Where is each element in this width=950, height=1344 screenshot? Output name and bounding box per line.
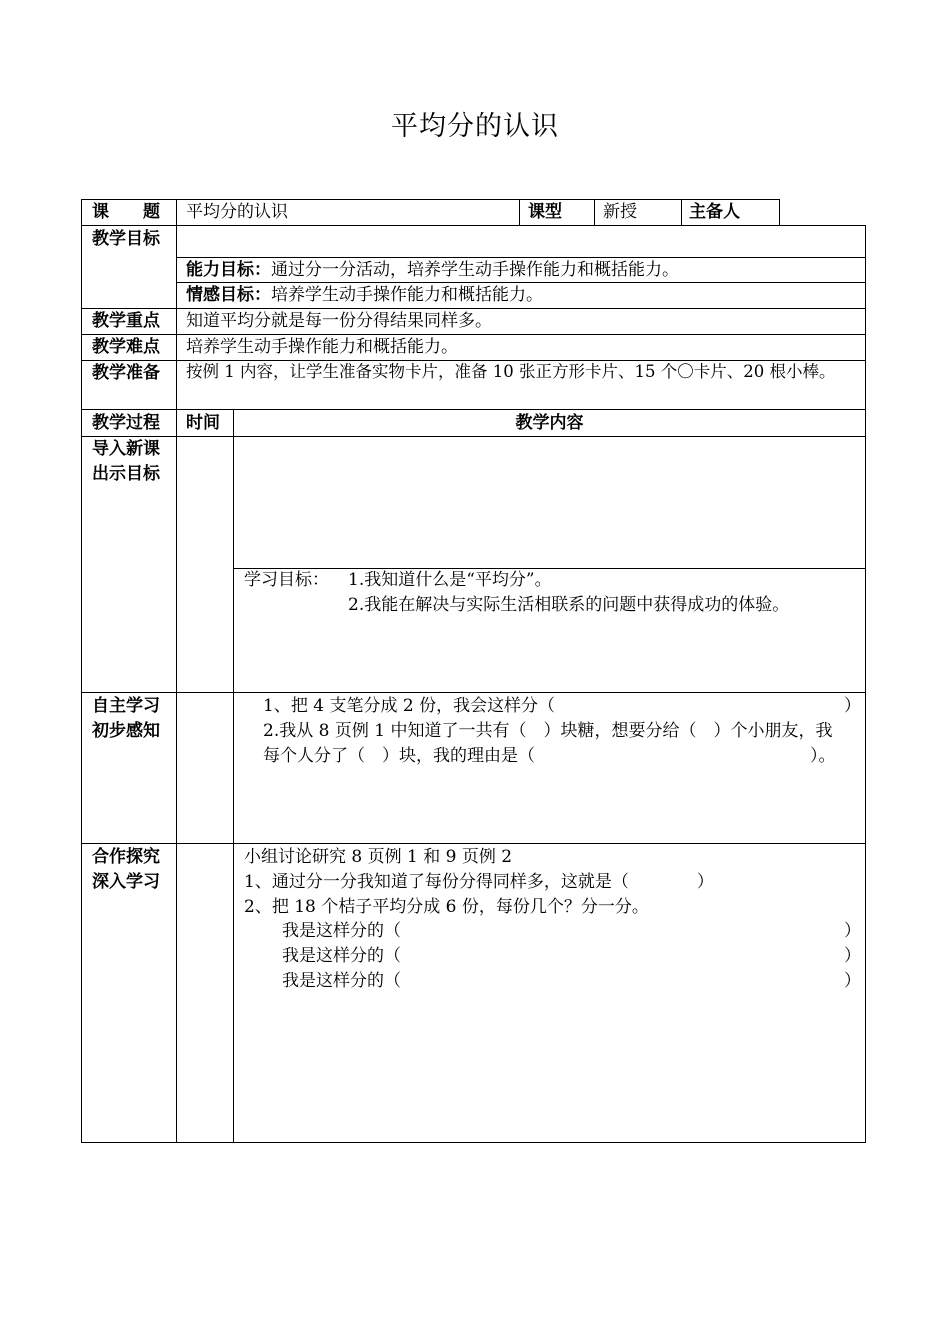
- key-point-label: 教学重点: [92, 311, 160, 331]
- self-study-line-2: 2.我从 8 页例 1 中知道了一共有（ ）块糖，想要分给（ ）个小朋友，我: [263, 721, 833, 741]
- self-study-line-3: 每个人分了（ ）块，我的理由是（: [263, 746, 535, 766]
- division-method-2: 我是这样分的（: [282, 946, 401, 966]
- type-label: 课型: [528, 202, 562, 222]
- division-method-3: 我是这样分的（: [282, 971, 401, 991]
- division-method-3-close: ）: [844, 971, 861, 991]
- self-study-line-1-close: ）: [844, 696, 861, 716]
- process-label: 教学过程: [92, 413, 160, 433]
- self-study-label-2: 初步感知: [92, 721, 160, 741]
- division-method-1: 我是这样分的（: [282, 921, 401, 941]
- learning-goal-2: 2.我能在解决与实际生活相联系的问题中获得成功的体验。: [348, 595, 790, 615]
- division-method-1-close: ）: [844, 921, 861, 941]
- subject-value: 平均分的认识: [186, 202, 288, 222]
- self-study-line-3-close: ）。: [810, 746, 836, 766]
- page-title: 平均分的认识: [391, 111, 559, 142]
- learning-goal-label: 学习目标：: [244, 570, 329, 590]
- emotion-goal-text: 培养学生动手操作能力和概括能力。: [271, 285, 543, 305]
- difficulty-text: 培养学生动手操作能力和概括能力。: [186, 337, 458, 357]
- cooperation-line-2: 2、把 18 个桔子平均分成 6 份，每份几个？分一分。: [244, 897, 649, 917]
- preparer-label: 主备人: [689, 202, 740, 222]
- time-header: 时间: [186, 413, 220, 433]
- goals-label: 教学目标: [92, 229, 160, 249]
- cooperation-label-1: 合作探究: [92, 847, 160, 867]
- emotion-goal: [186, 282, 543, 308]
- division-method-2-close: ）: [844, 946, 861, 966]
- ability-goal-label: 能力目标：: [186, 260, 271, 280]
- difficulty-label: 教学难点: [92, 337, 160, 357]
- content-header: 教学内容: [515, 413, 584, 433]
- subject-label: 课 题: [92, 202, 160, 222]
- ability-goal: [186, 257, 679, 283]
- learning-goal-1: 1.我知道什么是“平均分”。: [348, 570, 552, 590]
- type-value: 新授: [603, 202, 637, 222]
- preparation-text: 按例 1 内容，让学生准备实物卡片，准备 10 张正方形卡片、15 个〇卡片、20 根小棒。: [186, 362, 836, 381]
- self-study-label-1: 自主学习: [92, 696, 160, 716]
- ability-goal-text: 通过分一分活动，培养学生动手操作能力和概括能力。: [271, 260, 679, 280]
- key-point-text: 知道平均分就是每一份分得结果同样多。: [186, 311, 492, 331]
- cooperation-label-2: 深入学习: [92, 872, 160, 892]
- cooperation-line-0: 小组讨论研究 8 页例 1 和 9 页例 2: [244, 847, 513, 867]
- emotion-goal-label: 情感目标：: [186, 285, 271, 305]
- preparation-label: 教学准备: [92, 363, 160, 383]
- self-study-line-1: 1、把 4 支笔分成 2 份，我会这样分（: [263, 696, 556, 716]
- cooperation-line-1: 1、通过分一分我知道了每份分得同样多，这就是（ ）: [244, 872, 714, 892]
- intro-label-1: 导入新课: [92, 439, 160, 459]
- intro-label-2: 出示目标: [92, 464, 160, 484]
